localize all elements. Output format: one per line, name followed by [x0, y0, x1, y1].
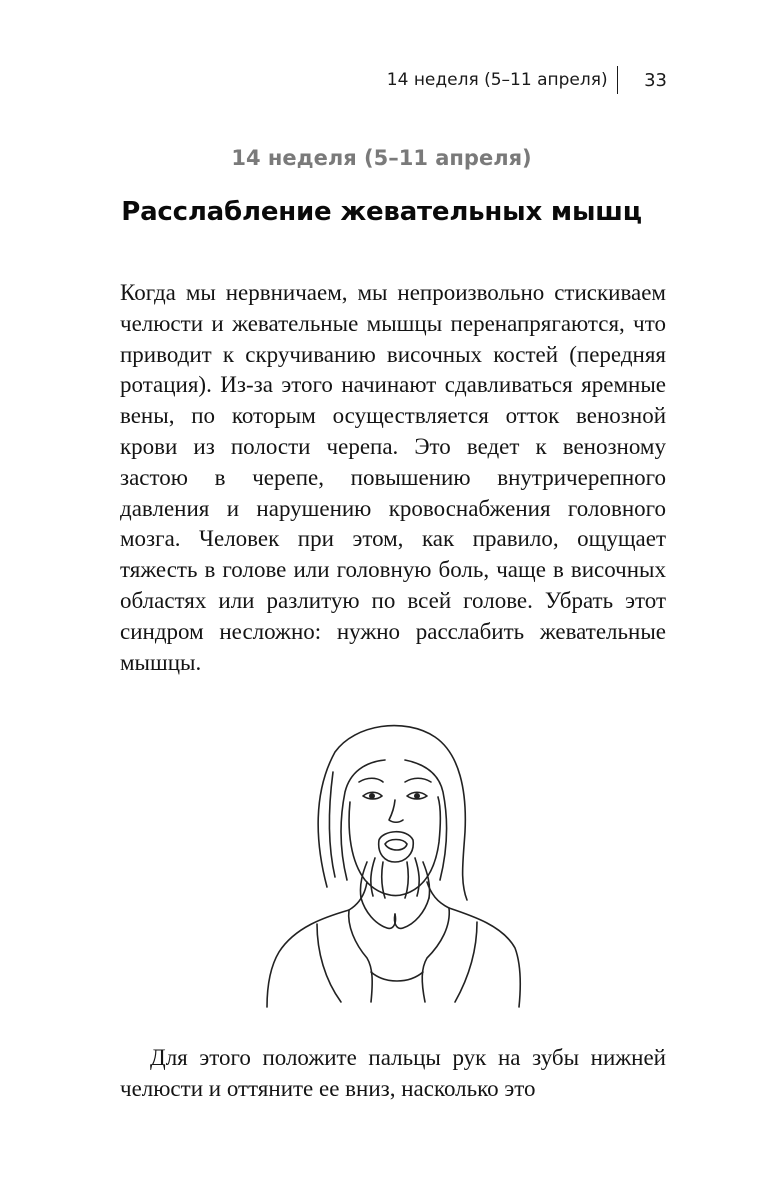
mouth-inner [385, 840, 407, 851]
body-paragraph-2: Для этого положите пальцы рук на зубы нижней челюсти и оттяните ее вниз, насколько это [120, 1045, 666, 1101]
right-eyebrow [405, 778, 431, 782]
right-palm [394, 898, 429, 928]
running-header [387, 66, 667, 94]
chapter-title: Расслабление жевательных мышц [121, 197, 642, 227]
mouth-outer [379, 832, 414, 862]
running-header-title: 14 неделя (5–11 апреля) [386, 70, 608, 90]
hair-inner-left [341, 760, 385, 880]
chest-line [371, 972, 423, 981]
left-shoulder [267, 910, 349, 1007]
hair-strand [330, 772, 336, 877]
face-outline [349, 797, 440, 895]
left-pupil [370, 794, 374, 798]
left-strap [317, 924, 341, 1002]
nose [389, 800, 403, 822]
left-hand [349, 910, 373, 1002]
jaw-exercise-illustration [255, 712, 525, 1012]
right-hand [422, 908, 449, 1002]
week-heading: 14 неделя (5–11 апреля) [231, 146, 532, 170]
left-eyebrow [359, 778, 383, 782]
neck-right [427, 882, 449, 908]
right-strap [455, 922, 477, 1002]
left-palm [361, 898, 396, 928]
right-pupil [415, 794, 419, 798]
page-number: 33 [644, 69, 667, 91]
body-paragraph-1: Когда мы нервничаем, мы непроизвольно стискиваем челюсти и жевательные мышцы перенапрягаются, что приводит к скручиванию височных костей (передняя ротация). Из-за этого начинают сдавливаться яремные вены, по которым осуществляется отток венозной крови из полости черепа. Это ведет к венозному застою в черепе, повышению внутричерепного давления и нарушению кровоснабжения головного мозга. Человек при этом, как правило, ощущает тяжесть в голове или головную боль, чаще в височных областях или разлитую по всей голове. Убрать этот синдром несложно: нужно расслабить жевательные мышцы. [120, 280, 666, 675]
